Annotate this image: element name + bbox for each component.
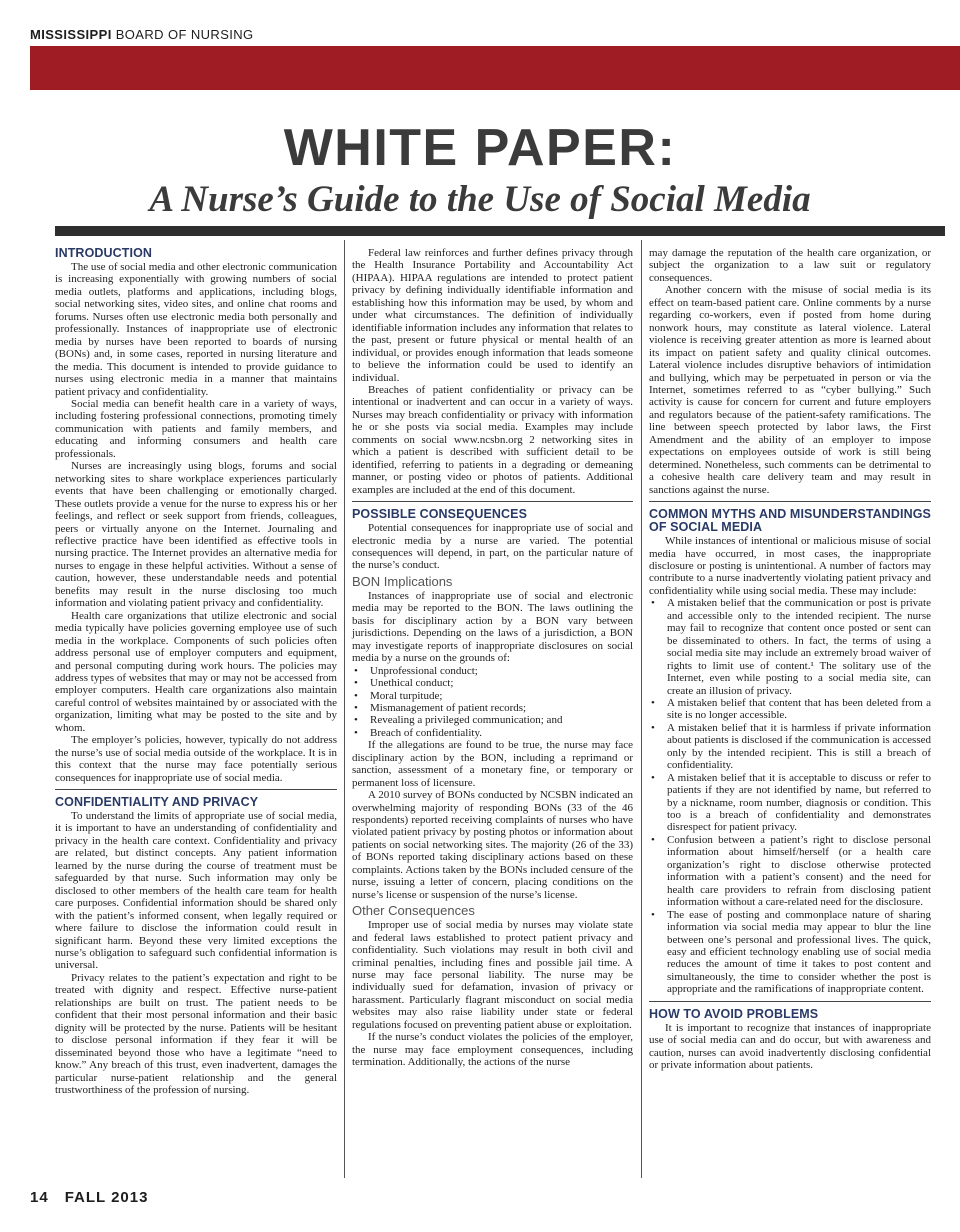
page-title: WHITE PAPER:: [283, 119, 677, 177]
issue-label: FALL 2013: [64, 1189, 149, 1206]
confidentiality-heading: CONFIDENTIALITY AND PRIVACY: [55, 795, 259, 810]
masthead: [30, 27, 254, 42]
paragraph: Social media can benefit health care in a variety of ways, including fostering professional connections, promoting timely communication with patients and family members, and educating and informing consumers and health care professionals.: [55, 397, 337, 460]
list-item: • Breach of confidentiality.: [352, 727, 633, 739]
column-divider-1: [344, 240, 345, 1178]
list-item: • Moral turpitude;: [352, 690, 633, 702]
introduction-heading: INTRODUCTION: [55, 246, 153, 260]
column-3: [649, 247, 931, 1072]
list-item: • Mismanagement of patient records;: [352, 702, 633, 714]
column-2: [352, 247, 633, 1069]
paragraph: Instances of inappropriate use of social and electronic media may be reported to the BON. The laws outlining the basis for disciplinary action by a BON vary between jurisdictions. Depending on the laws of a jurisdiction, a BON may investigate reports of inappropriate disclosures on social media by a nurse on the grounds of:: [352, 589, 633, 665]
paragraph: Potential consequences for inappropriate use of social and electronic media by a nurse are varied. The potential consequences will depend, in part, on the particular nature of the nurse’s conduct.: [352, 522, 633, 572]
consequences-heading: POSSIBLE CONSEQUENCES: [352, 507, 528, 522]
grounds-list: [352, 665, 633, 740]
list-item: • A mistaken belief that it is acceptable to discuss or refer to patients if they are not identified by name, but referred to by a nickname, room number, diagnosis or condition. This too is a breach of confidentiality and demonstrates disrespect for patient privacy.: [649, 772, 931, 834]
paragraph: If the allegations are found to be true, the nurse may face disciplinary action by the BON, including a reprimand or sanction, assessment of a monetary fine, or temporary or permanent loss of licensure.: [352, 739, 633, 789]
confidentiality-section: [55, 789, 337, 1096]
list-item: • Confusion between a patient’s right to disclose personal information about himself/herself (or a health care organization’s right to disclose otherwise protected information with a patient’s consent) and the need for health care providers to refrain from disclosing patient information without a care-related need for the disclosure.: [649, 834, 931, 909]
column-divider-2: [641, 240, 642, 1178]
paragraph: The employer’s policies, however, typically do not address the nurse’s use of social media outside of the workplace. It is in this context that the nurse may face potentially serious consequences for inappropriate use of social media.: [55, 734, 337, 784]
paragraph: It is important to recognize that instances of inappropriate use of social media can and do occur, but with awareness and caution, nurses can avoid inadvertently disclosing confidential or private information about patients.: [649, 1021, 931, 1072]
paragraph: Another concern with the misuse of social media is its effect on team-based patient care. Online comments by a nurse regarding co-workers, even if posted from home during nonwork hours, may constitute as lateral violence. Lateral violence is receiving greater attention as more is learned about its impact on patient safety and quality clinical outcomes. Lateral violence includes disruptive behaviors of intimidation and bullying, which may be perpetuated in person or via the Internet, sometimes referred to as “cyber bullying.” Such activity is cause for concern for current and future employers and regulators because of the patient-safety ramifications. The line between speech protected by labor laws, the First Amendment and the ability of an employer to impose expectations on employees outside of work is still being determined. Nonetheless, such comments can be detrimental to a cohesive health care delivery team and may result in sanctions against the nurse.: [649, 284, 931, 496]
masthead-state: MISSISSIPPI: [30, 27, 112, 42]
list-item: • A mistaken belief that content that has been deleted from a site is no longer accessible.: [649, 697, 931, 722]
paragraph: Nurses are increasingly using blogs, forums and social networking sites to share workplace experiences particularly events that have been challenging or emotionally charged. These outlets provide a venue for the nurse to express his or her feelings, and reflect or seek support from friends, colleagues, peers or virtually anyone on the Internet. Journaling and reflective practice have been identified as effective tools in nursing practice. The Internet provides an alternative media for nurses to engage in these helpful activities. Without a sense of caution, however, these understandable needs and potential benefits may result in the nurse disclosing too much information and violating patient privacy and confidentiality.: [55, 460, 337, 610]
avoid-problems-section: [649, 1001, 931, 1072]
paragraph: Improper use of social media by nurses may violate state and federal laws established to protect patient privacy and confidentiality. Such violations may result in both civil and criminal penalties, including fines and possible jail time. A nurse may face personal liability. The nurse may be individually sued for defamation, invasion of privacy or harassment. Particularly flagrant misconduct on social media websites may also raise liability under state or federal regulations focused on preventing patient abuse or exploitation.: [352, 919, 633, 1031]
page-footer: [30, 1189, 164, 1206]
myths-list: [649, 597, 931, 996]
list-item: • A mistaken belief that the communication or post is private and accessible only to the intended recipient. The nurse may fail to recognize that content once posted or sent can be disseminated to others. In fact, the terms of using a social media site may include an extremely broad waiver of rights to limit use of content.¹ The solitary use of the Internet, even while posting to a social media site, can create an illusion of privacy.: [649, 597, 931, 697]
paragraph: To understand the limits of appropriate use of social media, it is important to have an understanding of confidentiality and privacy in the health care context. Confidentiality and privacy are related, but distinct concepts. Any patient information learned by the nurse during the course of treatment must be safeguarded by that nurse. Such information may only be disclosed to other members of the health care team for health care purposes. Confidential information should be shared only with the patient’s informed consent, when legally required or where failure to disclose the information could result in significant harm. Beyond these very limited exceptions the nurse’s obligation to safeguard such confidential information is universal.: [55, 810, 337, 972]
paragraph: The use of social media and other electronic communication is increasing exponentially with growing numbers of social media outlets, platforms and applications, including blogs, social networking sites, video sites, and online chat rooms and forums. Nurses often use electronic media both personally and professionally. Instances of inappropriate use of electronic media by nurses have been reported to boards of nursing (BONs) and, in some cases, reported in nursing literature and the media. This document is intended to provide guidance to nurses using electronic media in a manner that maintains patient privacy and confidentiality.: [55, 261, 337, 398]
bon-implications-heading: BON Implications: [352, 573, 453, 589]
paragraph: Breaches of patient confidentiality or privacy can be intentional or inadvertent and can occur in a variety of ways. Nurses may breach confidentiality or privacy with information he or she posts via social media. Examples may include comments on social www.ncsbn.org 2 networking sites in which a patient is described with sufficient detail to be identified, referring to patients in a degrading or demeaning manner, or posting video or photos of patients. Additional examples are included at the end of this document.: [352, 383, 633, 496]
list-item: • A mistaken belief that it is harmless if private information about patients is disclosed if the communication is accessed only by the intended recipient. This is still a breach of confidentiality.: [649, 722, 931, 772]
avoid-problems-heading: HOW TO AVOID PROBLEMS: [649, 1006, 819, 1021]
page-number: 14: [30, 1189, 49, 1206]
other-consequences-heading: Other Consequences: [352, 903, 475, 919]
paragraph: Health care organizations that utilize electronic and social media typically have policies governing employee use of such media in the workplace. Components of such policies often address personal use of employer computers and equipment, and personal computing during work hours. The policies may address types of websites that may or may not be accessed from employer computers. Health care organizations also maintain careful control of websites maintained by or associated with the organization, limiting what may be posted to the site and by whom.: [55, 609, 337, 734]
header-color-band: [30, 46, 960, 90]
list-item: • Revealing a privileged communication; and: [352, 714, 633, 726]
list-item: • Unprofessional conduct;: [352, 665, 633, 677]
paragraph: If the nurse’s conduct violates the policies of the employer, the nurse may face employment consequences, including termination. Additionally, the actions of the nurse: [352, 1031, 633, 1069]
paragraph: While instances of intentional or malicious misuse of social media have occurred, in most cases, the inappropriate disclosure or posting is unintentional. A number of factors may contribute to a nurse inadvertently violating patient privacy and confidentiality while using social media. These may include:: [649, 535, 931, 597]
myths-heading: COMMON MYTHS AND MISUNDERSTANDINGS OF SOCIAL MEDIA: [649, 507, 931, 535]
page-subtitle: A Nurse’s Guide to the Use of Social Media: [149, 179, 811, 220]
masthead-board: BOARD OF NURSING: [115, 27, 254, 42]
paragraph: Federal law reinforces and further defines privacy through the Health Insurance Portability and Accountability Act (HIPAA). HIPAA regulations are intended to protect patient privacy by defining individually identifiable information and establishing how this information may be used, by whom and under what circumstances. The definition of individually identifiable information includes any information that relates to the past, present or future physical or mental health of an individual, or provides enough information that leads someone to believe the information could be used to identify an individual.: [352, 247, 633, 384]
list-item: • The ease of posting and commonplace nature of sharing information via social media may appear to blur the line between one’s personal and professional lives. The quick, easy and efficient technology enabling use of social media reduces the amount of time it takes to post content and simultaneously, the time to consider whether the post is appropriate and the ramifications of inappropriate content.: [649, 909, 931, 996]
paragraph: A 2010 survey of BONs conducted by NCSBN indicated an overwhelming majority of responding BONs (33 of the 46 respondents) reported receiving complaints of nurses who have violated patient privacy by posting photos or information about patients on social networking sites. The majority (26 of the 33) of BONs reported taking disciplinary actions based on these complaints. Actions taken by the BONs included censure of the nurse, issuing a letter of concern, placing conditions on the nurse’s license or suspension of the nurse’s license.: [352, 789, 633, 901]
paragraph: may damage the reputation of the health care organization, or subject the organization to a law suit or regulatory consequences.: [649, 247, 931, 284]
paragraph: Privacy relates to the patient’s expectation and right to be treated with dignity and respect. Effective nurse-patient relationships are built on trust. The patient needs to be confident that their most personal information and their basic dignity will be protected by the nurse. Patients will be hesitant to disclose personal information if they fear it will be disseminated beyond those who have a legitimate “need to know.” Any breach of this trust, even inadvertent, damages the particular nurse-patient relationship and the general trustworthiness of the profession of nursing.: [55, 971, 337, 1096]
myths-section: [649, 501, 931, 996]
consequences-section: [352, 501, 633, 1069]
title-rule: [55, 226, 945, 236]
list-item: • Unethical conduct;: [352, 677, 633, 689]
column-1: [55, 247, 337, 1096]
